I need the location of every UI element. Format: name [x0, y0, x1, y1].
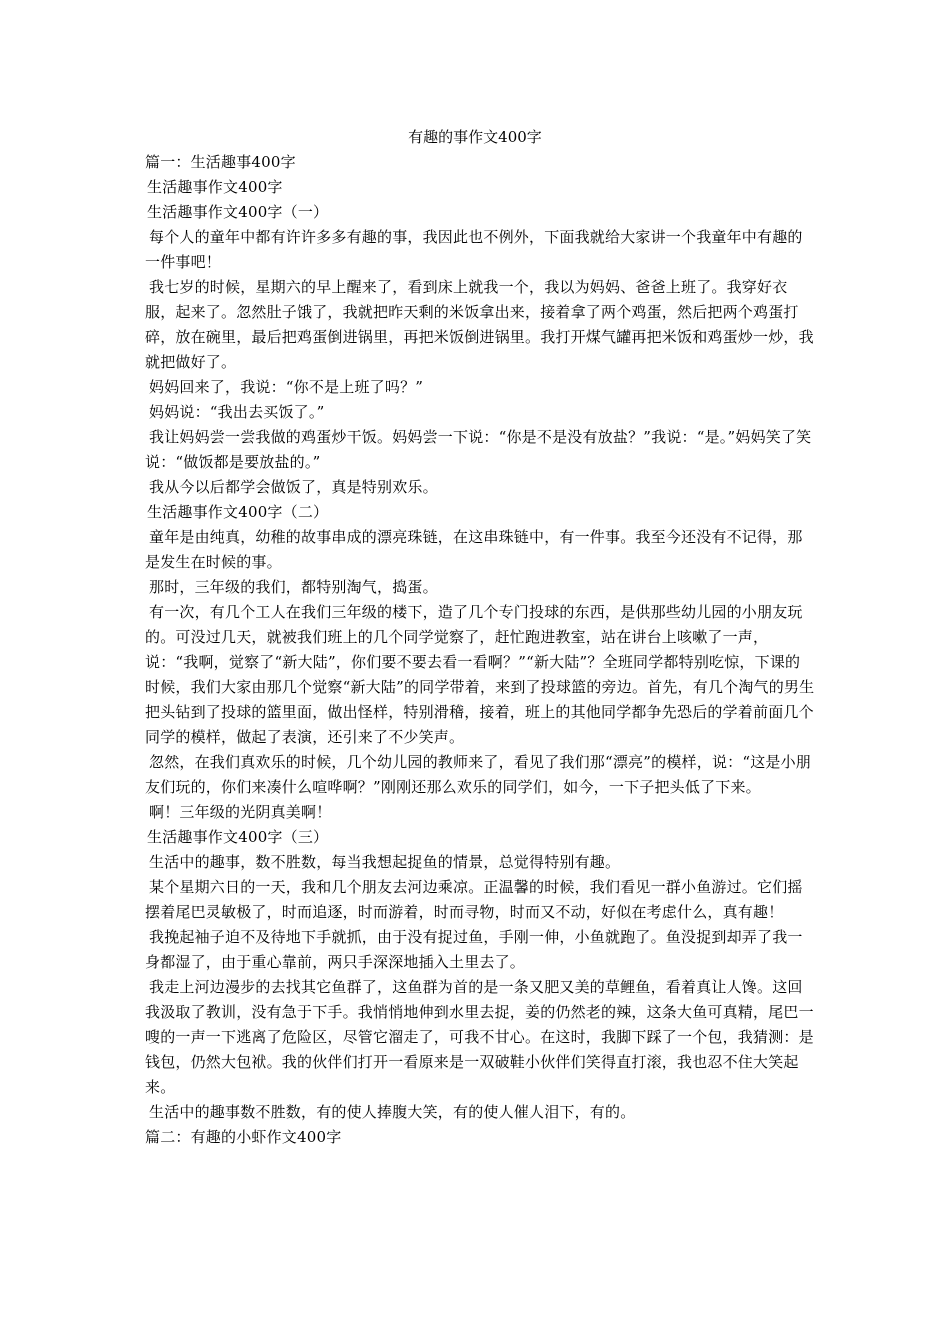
- section-heading: 篇二：有趣的小虾作文400字: [145, 1128, 342, 1146]
- document-body: [145, 150, 815, 1150]
- paragraph: 童年是由纯真，幼稚的故事串成的漂亮珠链，在这串珠链中，有一件事。我至今还没有不记得，那是发生在时候的事。: [145, 528, 803, 571]
- section-heading: 篇一：生活趣事400字: [145, 153, 296, 171]
- subheading: 生活趣事作文400字（一）: [147, 203, 329, 221]
- paragraph: 某个星期六日的一天，我和几个朋友去河边乘凉。正温馨的时候，我们看见一群小鱼游过。它们摇摆着尾巴灵敏极了，时而追逐，时而游着，时而寻物，时而又不动，好似在考虑什么，真有趣！: [145, 878, 803, 921]
- subheading: 生活趣事作文400字（二）: [147, 503, 329, 521]
- subheading: 生活趣事作文400字（三）: [147, 828, 329, 846]
- paragraph: 啊！三年级的光阴真美啊！: [149, 803, 332, 821]
- document-title: 有趣的事作文400字: [408, 128, 542, 146]
- paragraph: 我七岁的时候，星期六的早上醒来了，看到床上就我一个，我以为妈妈、爸爸上班了。我穿好衣服，起来了。忽然肚子饿了，我就把昨天剩的米饭拿出来，接着拿了两个鸡蛋，然后把两个鸡蛋打碎，放在碗里，最后把鸡蛋倒进锅里，再把米饭倒进锅里。我打开煤气罐再把米饭和鸡蛋炒一炒，我就把做好了。: [145, 278, 814, 371]
- paragraph: 有一次，有几个工人在我们三年级的楼下，造了几个专门投球的东西，是供那些幼儿园的小朋友玩的。可没过几天，就被我们班上的几个同学觉察了，赶忙跑进教室，站在讲台上咳嗽了一声，说：“我啊，觉察了“新大陆”，你们要不要去看一看啊？”“新大陆”？全班同学都特别吃惊，下课的时候，我们大家由那几个觉察“新大陆”的同学带着，来到了投球篮的旁边。首先，有几个淘气的男生把头钻到了投球的篮里面，做出怪样，特别滑稽，接着，班上的其他同学都争先恐后的学着前面几个同学的模样，做起了表演，还引来了不少笑声。: [145, 603, 815, 746]
- paragraph: 妈妈说：“我出去买饭了。”: [149, 403, 325, 421]
- paragraph: 我从今以后都学会做饭了，真是特别欢乐。: [149, 478, 438, 496]
- paragraph: 每个人的童年中都有许许多多有趣的事，我因此也不例外，下面我就给大家讲一个我童年中有趣的一件事吧！: [145, 228, 803, 271]
- paragraph: 妈妈回来了，我说：“你不是上班了吗？”: [149, 378, 424, 396]
- paragraph: 我走上河边漫步的去找其它鱼群了，这鱼群为首的是一条又肥又美的草鲤鱼，看着真让人馋。这回我汲取了教训，没有急于下手。我悄悄地伸到水里去捉，姜的仍然老的辣，这条大鱼可真精，尾巴一嗖的一声一下逃离了危险区，尽管它溜走了，可我不甘心。在这时，我脚下踩了一个包，我猜测：是钱包，仍然大包袱。我的伙伴们打开一看原来是一双破鞋小伙伴们笑得直打滚，我也忍不住大笑起来。: [145, 978, 814, 1096]
- subheading: 生活趣事作文400字: [147, 178, 283, 196]
- paragraph: 忽然，在我们真欢乐的时候，几个幼儿园的教师来了，看见了我们那“漂亮”的模样，说：“这是小朋友们玩的，你们来凑什么喧哗啊？”刚刚还那么欢乐的同学们，如今，一下子把头低了下来。: [145, 753, 812, 796]
- paragraph: 那时，三年级的我们，都特别淘气，捣蛋。: [149, 578, 438, 596]
- paragraph: 生活中的趣事，数不胜数，每当我想起捉鱼的情景，总觉得特别有趣。: [149, 853, 621, 871]
- paragraph: 我让妈妈尝一尝我做的鸡蛋炒干饭。妈妈尝一下说：“你是不是没有放盐？”我说：“是。”妈妈笑了笑说：“做饭都是要放盐的。”: [145, 428, 812, 471]
- paragraph: 生活中的趣事数不胜数，有的使人捧腹大笑，有的使人催人泪下，有的。: [149, 1103, 636, 1121]
- paragraph: 我挽起袖子迫不及待地下手就抓，由于没有捉过鱼，手刚一伸，小鱼就跑了。鱼没捉到却弄了我一身都湿了，由于重心靠前，两只手深深地插入土里去了。: [145, 928, 803, 971]
